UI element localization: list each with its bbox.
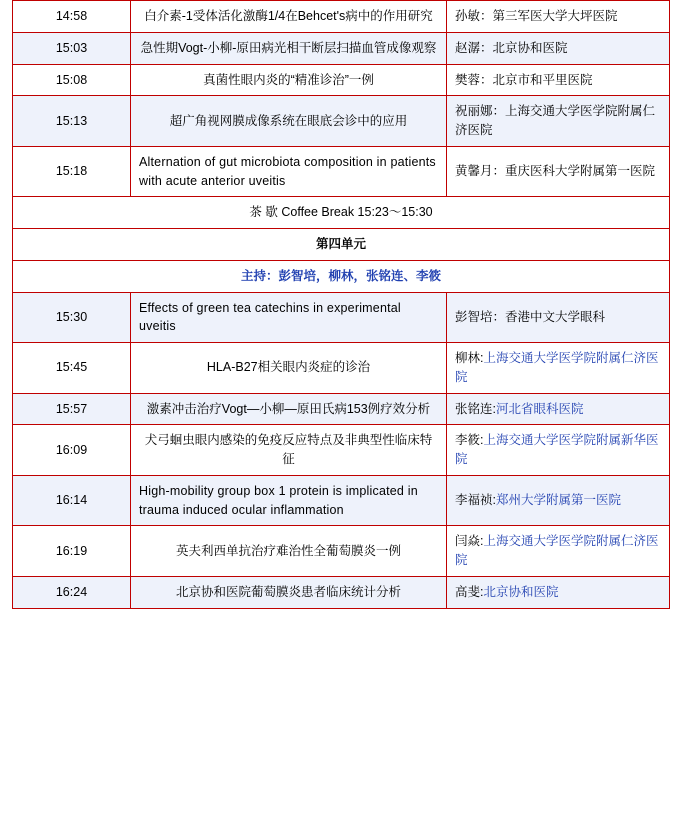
- speaker-separator: ：: [492, 164, 506, 179]
- table-row: [13, 475, 670, 526]
- table-row: [13, 343, 670, 394]
- speaker-separator: ：: [480, 40, 493, 55]
- speaker-affiliation: 第三军医大学大坪医院: [492, 9, 618, 23]
- speaker-separator: :: [480, 351, 484, 365]
- speaker-separator: ：: [480, 72, 493, 87]
- session-speaker: [447, 292, 670, 343]
- section-chairs: 主持：彭智培，柳林，张铭连、李筱: [13, 260, 670, 292]
- speaker-name: 孙敏: [455, 9, 481, 23]
- speaker-name: 黄馨月: [455, 164, 493, 179]
- session-time: 15:30: [13, 292, 131, 343]
- speaker-name: 闫焱: [455, 534, 481, 549]
- speaker-name: 柳林: [455, 351, 481, 365]
- speaker-name: 赵潺: [455, 40, 481, 55]
- speaker-affiliation: 上海交通大学医学院附属新华医院: [455, 433, 659, 466]
- session-time: 14:58: [13, 1, 131, 33]
- session-title: 犬弓蛔虫眼内感染的免疫反应特点及非典型性临床特征: [131, 425, 447, 476]
- session-speaker: [447, 475, 670, 526]
- speaker-name: 祝丽娜: [455, 104, 493, 119]
- session-speaker: [447, 32, 670, 64]
- speaker-name: 高斐: [455, 584, 481, 599]
- speaker-name: 李福祯: [455, 493, 493, 508]
- table-row: [13, 393, 670, 425]
- session-title: 白介素-1受体活化激酶1/4在Behcet's病中的作用研究: [131, 1, 447, 33]
- table-row: [13, 292, 670, 343]
- speaker-affiliation: 河北省眼科医院: [496, 401, 584, 416]
- session-title: 激素冲击治疗Vogt—小柳—原田氏病153例疗效分析: [131, 393, 447, 425]
- speaker-separator: :: [492, 401, 496, 416]
- schedule-table-body: [13, 1, 670, 609]
- table-row: [13, 229, 670, 261]
- session-time: 15:57: [13, 393, 131, 425]
- speaker-separator: :: [480, 584, 484, 599]
- speaker-affiliation: 北京市和平里医院: [492, 72, 593, 87]
- speaker-affiliation: 北京协和医院: [483, 584, 559, 599]
- speaker-affiliation: 香港中文大学眼科: [505, 309, 606, 324]
- session-title: 急性期Vogt-小柳-原田病光相干断层扫描血管成像观察: [131, 32, 447, 64]
- session-speaker: [447, 64, 670, 96]
- session-speaker: [447, 146, 670, 197]
- speaker-name: 张铭连: [455, 401, 493, 416]
- conference-schedule-table: [12, 0, 670, 609]
- table-row: [13, 64, 670, 96]
- session-time: 15:18: [13, 146, 131, 197]
- speaker-separator: :: [492, 493, 496, 508]
- speaker-affiliation: 郑州大学附属第一医院: [496, 493, 622, 508]
- table-row: [13, 96, 670, 147]
- table-row: [13, 576, 670, 608]
- session-time: 15:13: [13, 96, 131, 147]
- speaker-name: 李筱: [455, 433, 481, 448]
- speaker-affiliation: 上海交通大学医学院附属仁济医院: [455, 534, 659, 567]
- session-speaker: [447, 576, 670, 608]
- session-time: 16:19: [13, 526, 131, 577]
- session-title: HLA-B27相关眼内炎症的诊治: [131, 343, 447, 394]
- session-time: 15:08: [13, 64, 131, 96]
- session-title: 英夫利西单抗治疗难治性全葡萄膜炎一例: [131, 526, 447, 577]
- speaker-affiliation: 重庆医科大学附属第一医院: [505, 164, 656, 179]
- session-time: 15:03: [13, 32, 131, 64]
- session-speaker: [447, 96, 670, 147]
- session-title: 超广角视网膜成像系统在眼底会诊中的应用: [131, 96, 447, 147]
- table-row: [13, 526, 670, 577]
- session-time: 15:45: [13, 343, 131, 394]
- session-speaker: [447, 425, 670, 476]
- speaker-separator: ：: [492, 309, 506, 324]
- speaker-name: 樊蓉: [455, 72, 481, 87]
- session-speaker: [447, 343, 670, 394]
- table-row: [13, 32, 670, 64]
- coffee-break-row: 茶 歇 Coffee Break 15:23～15:30: [13, 197, 670, 229]
- speaker-separator: ：: [492, 104, 506, 119]
- session-title: Effects of green tea catechins in experimental uveitis: [131, 292, 447, 343]
- session-title: 真菌性眼内炎的“精准诊治”一例: [131, 64, 447, 96]
- speaker-separator: ：: [480, 9, 493, 23]
- session-title: High-mobility group box 1 protein is implicated in trauma induced ocular inflammation: [131, 475, 447, 526]
- speaker-affiliation: 上海交通大学医学院附属仁济医院: [455, 104, 656, 137]
- table-row: [13, 425, 670, 476]
- session-time: 16:09: [13, 425, 131, 476]
- session-title: Alternation of gut microbiota composition in patients with acute anterior uveitis: [131, 146, 447, 197]
- table-row: [13, 146, 670, 197]
- speaker-name: 彭智培: [455, 309, 493, 324]
- session-title: 北京协和医院葡萄膜炎患者临床统计分析: [131, 576, 447, 608]
- speaker-separator: :: [480, 534, 484, 549]
- session-time: 16:24: [13, 576, 131, 608]
- speaker-separator: :: [480, 433, 484, 448]
- table-row: [13, 260, 670, 292]
- speaker-affiliation: 北京协和医院: [492, 40, 568, 55]
- table-row: [13, 197, 670, 229]
- session-speaker: [447, 526, 670, 577]
- session-time: 16:14: [13, 475, 131, 526]
- table-row: [13, 1, 670, 33]
- session-speaker: [447, 393, 670, 425]
- speaker-affiliation: 上海交通大学医学院附属仁济医院: [455, 351, 659, 384]
- section-heading: 第四单元: [13, 229, 670, 261]
- session-speaker: [447, 1, 670, 33]
